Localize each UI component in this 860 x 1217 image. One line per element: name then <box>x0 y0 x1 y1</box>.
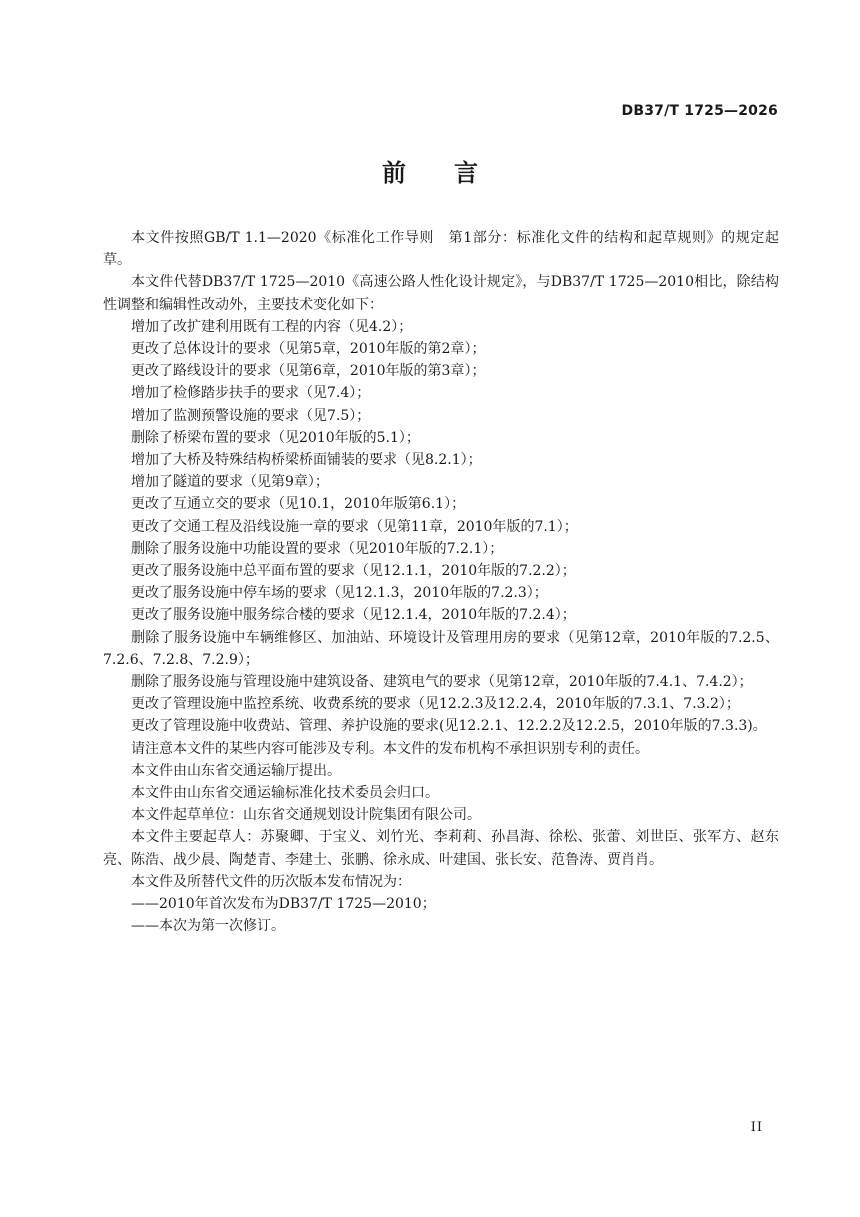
change-item: 更改了总体设计的要求（见第5章，2010年版的第2章）； <box>131 341 486 358</box>
change-item: 删除了服务设施中车辆维修区、加油站、环境设计及管理用房的要求（见第12章，2010年版的7.2.5、7.2.6、7.2.8、7.2.9）； <box>103 629 779 668</box>
page-title: 前言 <box>382 159 526 187</box>
change-item: 删除了桥梁布置的要求（见2010年版的5.1）； <box>131 429 420 446</box>
paragraph: 本文件由山东省交通运输标准化技术委员会归口。 <box>131 785 439 802</box>
page-number: II <box>750 1120 763 1135</box>
change-item: 增加了监测预警设施的要求（见7.5）； <box>131 407 371 424</box>
paragraph: 本文件起草单位：山东省交通规划设计院集团有限公司。 <box>131 807 481 824</box>
change-item: 更改了管理设施中监控系统、收费系统的要求（见12.2.3及12.2.4，2010年版的7.3.1、7.3.2）； <box>131 696 740 713</box>
paragraph: 请注意本文件的某些内容可能涉及专利。本文件的发布机构不承担识别专利的责任。 <box>131 740 649 757</box>
change-item: 更改了服务设施中总平面布置的要求（见12.1.1，2010年版的7.2.2）； <box>131 563 576 580</box>
change-item: 更改了服务设施中停车场的要求（见12.1.3，2010年版的7.2.3）； <box>131 585 548 602</box>
foreword-body <box>103 227 779 938</box>
history-item: ——2010年首次发布为DB37/T 1725—2010； <box>131 896 436 913</box>
change-item: 增加了改扩建利用既有工程的内容（见4.2）； <box>131 318 413 335</box>
change-item: 增加了隧道的要求（见第9章）； <box>131 474 329 491</box>
change-item: 删除了服务设施与管理设施中建筑设备、建筑电气的要求（见第12章，2010年版的7.4.1、7.4.2）； <box>131 674 753 691</box>
change-item: 更改了互通立交的要求（见10.1，2010年版第6.1）； <box>131 496 466 513</box>
paragraph: 本文件主要起草人：苏聚卿、于宝义、刘竹光、李莉莉、孙昌海、徐松、张蕾、刘世臣、张军方、赵东亮、陈浩、战少晨、陶楚青、李建士、张鹏、徐永成、叶建国、张长安、范鲁涛、贾肖肖。 <box>103 829 779 868</box>
paragraph: 本文件由山东省交通运输厅提出。 <box>131 762 341 779</box>
paragraph: 本文件及所替代文件的历次版本发布情况为： <box>131 873 411 890</box>
paragraph: 本文件代替DB37/T 1725—2010《高速公路人性化设计规定》，与DB37/T 1725—2010相比，除结构性调整和编辑性改动外，主要技术变化如下： <box>103 274 779 313</box>
change-item: 增加了检修踏步扶手的要求（见7.4）； <box>131 385 371 402</box>
change-item: 删除了服务设施中功能设置的要求（见2010年版的7.2.1）； <box>131 540 504 557</box>
change-item: 更改了管理设施中收费站、管理、养护设施的要求(见12.2.1、12.2.2及12.2.5，2010年版的7.3.3)。 <box>131 718 767 735</box>
document-number: DB37/T 1725—2026 <box>621 103 778 119</box>
change-item: 更改了交通工程及沿线设施一章的要求（见第11章，2010年版的7.1）； <box>131 518 578 535</box>
change-item: 更改了路线设计的要求（见第6章，2010年版的第3章）； <box>131 363 486 380</box>
change-item: 更改了服务设施中服务综合楼的要求（见12.1.4，2010年版的7.2.4）； <box>131 607 576 624</box>
change-item: 增加了大桥及特殊结构桥梁桥面铺装的要求（见8.2.1）； <box>131 452 482 469</box>
paragraph: 本文件按照GB/T 1.1—2020《标准化工作导则 第1部分：标准化文件的结构和起草规则》的规定起草。 <box>103 230 779 269</box>
history-item: ——本次为第一次修订。 <box>131 918 285 935</box>
